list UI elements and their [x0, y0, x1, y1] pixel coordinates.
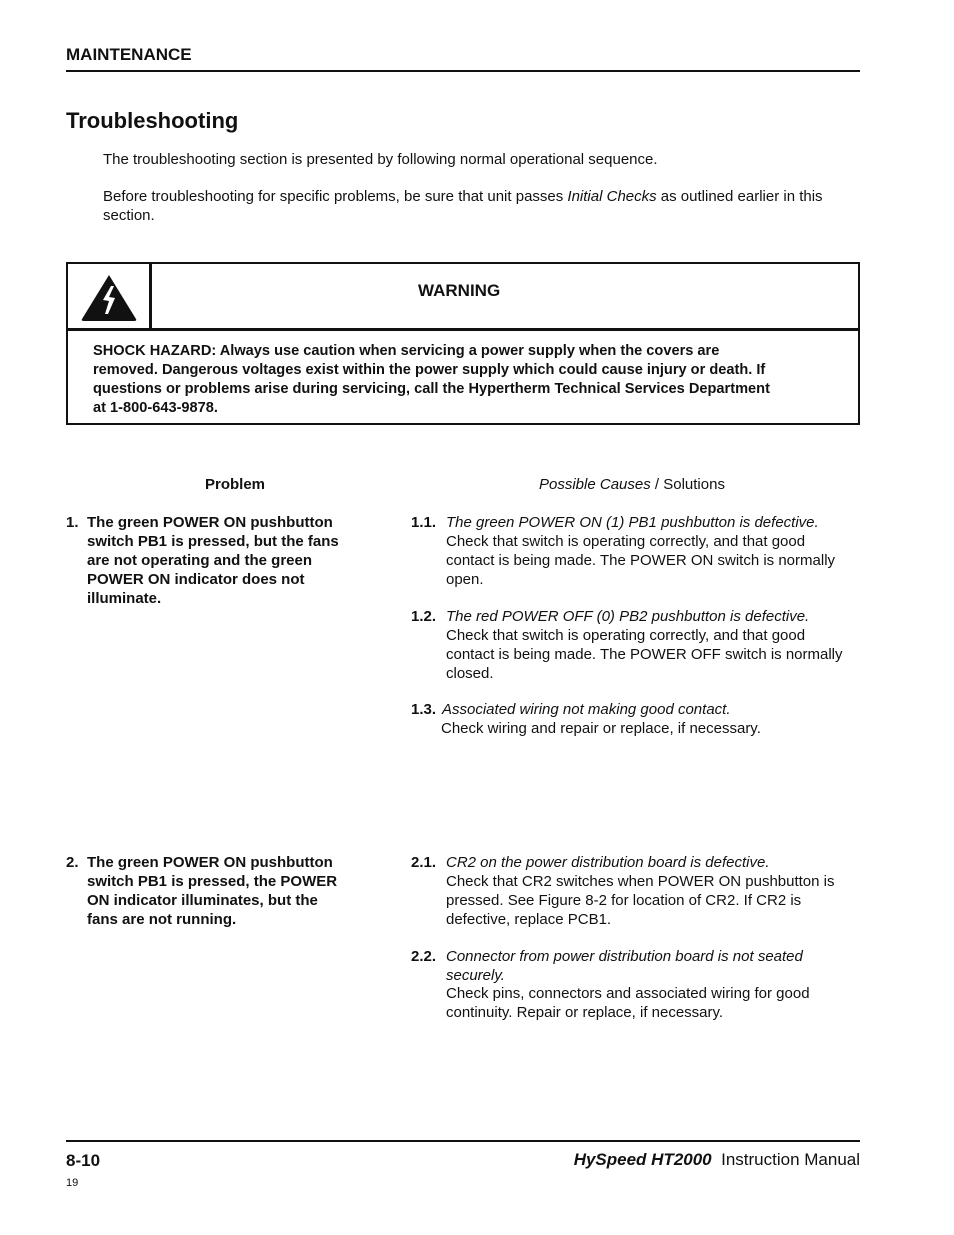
text-line: Check that switch is operating correctly, and that good: [446, 533, 806, 550]
text-line: contact is being made. The POWER OFF switch is normally: [446, 646, 843, 663]
section-header: MAINTENANCE: [66, 45, 192, 64]
text-line: at 1-800-643-9878.: [93, 400, 218, 416]
text-line: CR2 on the power distribution board is defective.: [446, 854, 770, 871]
solution-number: 1.3.: [411, 701, 437, 718]
footer-rule: [66, 1140, 860, 1142]
problem-number: 1.: [66, 514, 79, 531]
header-rule: [66, 70, 860, 72]
text-line: contact is being made. The POWER ON switch is normally: [446, 552, 836, 569]
text-line: defective, replace PCB1.: [446, 911, 612, 928]
text-line: Connector from power distribution board is not seated: [446, 948, 803, 965]
text-line: Associated wiring not making good contact.: [442, 701, 731, 718]
cause-text: [446, 513, 819, 532]
text-line: The red POWER OFF (0) PB2 pushbutton is defective.: [446, 608, 810, 625]
problem-column-header: Problem: [205, 476, 266, 493]
text-line: switch PB1 is pressed, but the fans: [87, 533, 339, 550]
causes-column-header: [539, 476, 725, 493]
text-line: Check wiring and repair or replace, if necessary.: [441, 720, 761, 737]
intro-text: Before troubleshooting for specific problems, be sure that unit passes: [103, 188, 568, 205]
text-line: POWER ON indicator does not: [87, 571, 305, 588]
text-line: questions or problems arise during servicing, call the Hypertherm Technical Services Department: [93, 381, 770, 397]
solution-number: 1.1.: [411, 514, 437, 531]
warning-icon-cell: [68, 264, 152, 328]
cause-text: [446, 853, 770, 872]
problem-number: 2.: [66, 854, 79, 871]
fix-text: [446, 984, 810, 1022]
fix-text: [446, 532, 835, 589]
solution-number: 1.2.: [411, 608, 437, 625]
solution-number: 2.2.: [411, 948, 437, 965]
warning-heading: WARNING: [418, 281, 501, 300]
manual-label: Instruction Manual: [721, 1150, 860, 1169]
solutions-label: / Solutions: [650, 476, 725, 493]
intro-text: as outlined earlier in this: [656, 188, 823, 205]
text-line: SHOCK HAZARD: Always use caution when servicing a power supply when the covers are: [93, 343, 720, 359]
text-line: pressed. See Figure 8-2 for location of CR2. If CR2 is: [446, 892, 802, 909]
page-number: 8-10: [66, 1151, 101, 1170]
warning-divider: [68, 328, 858, 331]
fix-text: [446, 626, 843, 683]
text-line: The green POWER ON pushbutton: [87, 854, 333, 871]
text-line: removed. Dangerous voltages exist within the power supply which could cause injury or death. If: [93, 362, 766, 378]
footer-manual-title: [574, 1150, 860, 1170]
intro-paragraph-1: The troubleshooting section is presented by following normal operational sequence.: [103, 151, 658, 168]
page-title: Troubleshooting: [66, 108, 239, 133]
text-line: illuminate.: [87, 590, 162, 607]
text-line: Check that switch is operating correctly, and that good: [446, 627, 806, 644]
text-line: continuity. Repair or replace, if necessary.: [446, 1004, 724, 1021]
text-line: Check pins, connectors and associated wiring for good: [446, 985, 810, 1002]
text-line: The green POWER ON (1) PB1 pushbutton is defective.: [446, 514, 819, 531]
electrical-shock-hazard-icon: [79, 272, 139, 322]
text-line: open.: [446, 571, 484, 588]
initial-checks-reference: Initial Checks: [567, 188, 657, 205]
intro-paragraph-2: [103, 187, 823, 225]
warning-text: [93, 342, 770, 418]
intro-text: section.: [103, 207, 155, 224]
fix-text: [441, 719, 761, 738]
text-line: The green POWER ON pushbutton: [87, 514, 333, 531]
text-line: Check that CR2 switches when POWER ON pushbutton is: [446, 873, 835, 890]
text-line: ON indicator illuminates, but the: [87, 892, 318, 909]
causes-label: Possible Causes: [539, 476, 651, 493]
text-line: securely.: [446, 967, 505, 984]
cause-text: [446, 607, 809, 626]
fix-text: [446, 872, 835, 929]
cause-text: [446, 947, 803, 985]
warning-box: [66, 262, 860, 425]
cause-text: [442, 700, 731, 719]
product-name: HySpeed HT2000: [573, 1150, 712, 1169]
sheet-number: 19: [66, 1177, 79, 1189]
text-line: are not operating and the green: [87, 552, 313, 569]
text-line: fans are not running.: [87, 911, 237, 928]
problem-text: [87, 513, 339, 608]
problem-text: [87, 853, 337, 929]
text-line: switch PB1 is pressed, the POWER: [87, 873, 338, 890]
text-line: closed.: [446, 665, 494, 682]
solution-number: 2.1.: [411, 854, 437, 871]
